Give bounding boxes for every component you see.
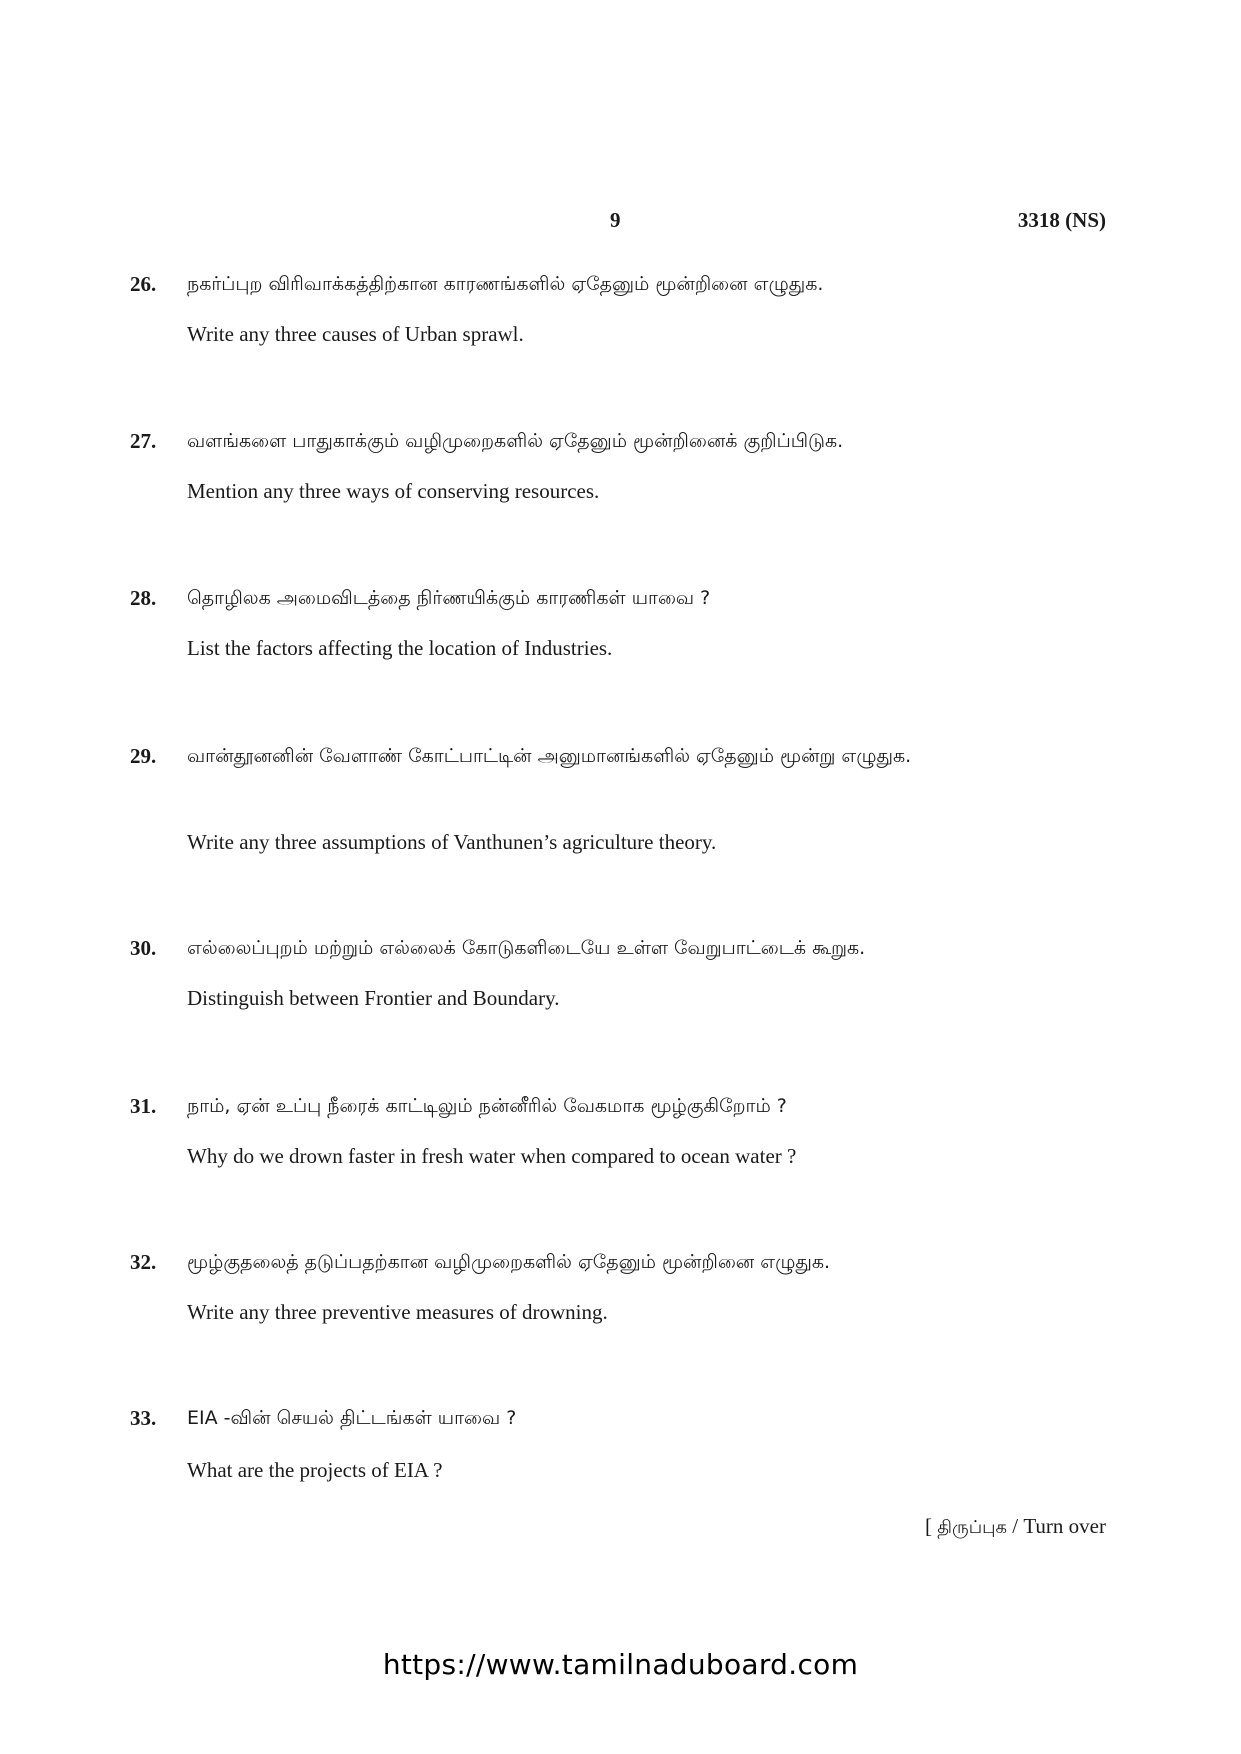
question-number: 31. xyxy=(130,1094,157,1118)
question-number: 28. xyxy=(130,586,157,610)
page-number: 9 xyxy=(610,208,621,232)
question-text-english: Write any three preventive measures of drowning. xyxy=(187,1300,608,1324)
question-number: 32. xyxy=(130,1250,157,1274)
question-number: 27. xyxy=(130,429,157,453)
turn-over-english: Turn over xyxy=(1023,1514,1106,1538)
question-number: 26. xyxy=(130,272,157,296)
paper-code: 3318 (NS) xyxy=(1017,208,1106,232)
turn-over-note xyxy=(925,1514,1106,1540)
question-text-english: Write any three causes of Urban sprawl. xyxy=(187,322,524,346)
question-text-tamil: மூழ்குதலைத் தடுப்பதற்கான வழிமுறைகளில் ஏதேனும் மூன்றினை எழுதுக. xyxy=(187,1251,831,1273)
question-text-tamil: நாம், ஏன் உப்பு நீரைக் காட்டிலும் நன்னீரில் வேகமாக மூழ்குகிறோம் ? xyxy=(187,1095,787,1117)
question-text-english: Why do we drown faster in fresh water when compared to ocean water ? xyxy=(187,1144,797,1168)
question-text-tamil: EIA -வின் செயல் திட்டங்கள் யாவை ? xyxy=(187,1407,517,1429)
footer-url: https://www.tamilnaduboard.com xyxy=(382,1648,859,1681)
turn-over-separator: / xyxy=(1012,1514,1019,1538)
question-text-tamil: வான்தூனனின் வேளாண் கோட்பாட்டின் அனுமானங்களில் ஏதேனும் மூன்று எழுதுக. xyxy=(187,745,912,767)
question-number: 29. xyxy=(130,744,157,768)
question-number: 33. xyxy=(130,1406,157,1430)
question-text-english: Write any three assumptions of Vanthunen’s agriculture theory. xyxy=(187,830,717,854)
question-text-tamil: எல்லைப்புறம் மற்றும் எல்லைக் கோடுகளிடையே உள்ள வேறுபாட்டைக் கூறுக. xyxy=(187,937,866,959)
question-text-tamil: தொழிலக அமைவிடத்தை நிர்ணயிக்கும் காரணிகள் யாவை ? xyxy=(187,587,711,609)
question-text-english: What are the projects of EIA ? xyxy=(187,1458,443,1482)
question-number: 30. xyxy=(130,936,157,960)
question-text-english: Mention any three ways of conserving resources. xyxy=(187,479,600,503)
question-text-english: List the factors affecting the location of Industries. xyxy=(187,636,613,660)
turn-over-bracket: [ xyxy=(925,1514,933,1538)
question-text-tamil: நகர்ப்புற விரிவாக்கத்திற்கான காரணங்களில் ஏதேனும் மூன்றினை எழுதுக. xyxy=(187,273,824,295)
turn-over-tamil: திருப்புக xyxy=(937,1517,1007,1538)
question-text-english: Distinguish between Frontier and Boundary. xyxy=(187,986,560,1010)
question-text-tamil: வளங்களை பாதுகாக்கும் வழிமுறைகளில் ஏதேனும் மூன்றினைக் குறிப்பிடுக. xyxy=(187,430,844,452)
